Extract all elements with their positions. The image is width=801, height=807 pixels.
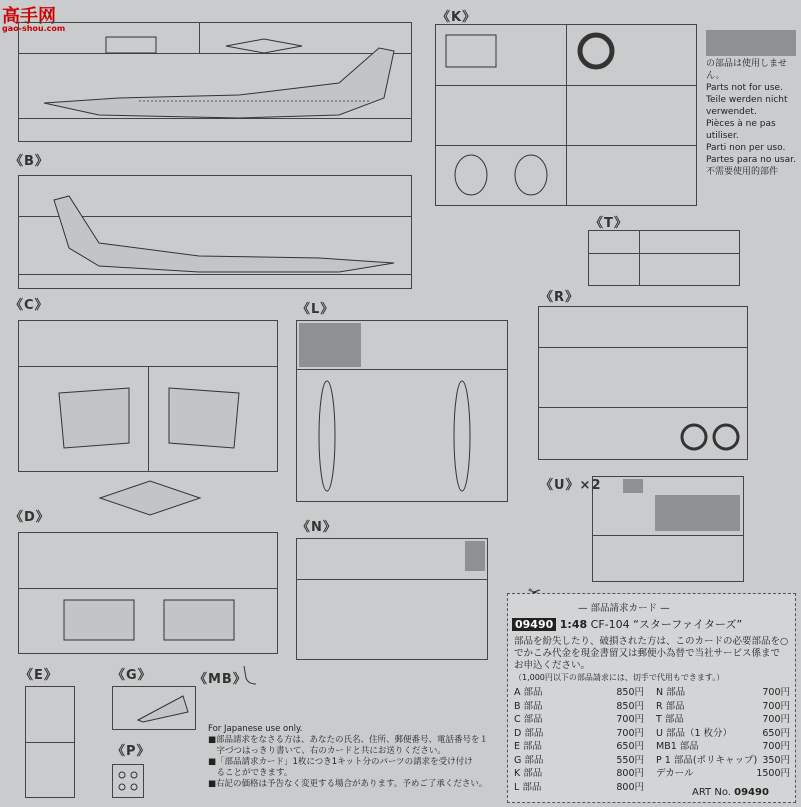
section-label-l: 《L》 [297, 302, 335, 317]
legend-title: の部品は使用しません。 [706, 59, 788, 81]
unused-part-u2 [623, 479, 643, 493]
sprue-k [435, 24, 697, 206]
sprue-c [18, 320, 278, 472]
section-label-n: 《N》 [297, 520, 337, 535]
part-price: 700円 [616, 727, 644, 739]
parts-request-card [507, 593, 796, 803]
part-name: C 部品 [514, 714, 543, 725]
price-row [514, 767, 644, 781]
japan-note-line: ることができます。 [208, 768, 293, 778]
section-label-e: 《E》 [20, 668, 58, 683]
japan-note-line: 字づつはっきり書いて、右のカードと共にお送りください。 [208, 746, 446, 756]
section-label-t: 《T》 [590, 216, 628, 231]
legend-line: Pièces à ne pas utiliser. [706, 119, 776, 141]
kit-name: CF-104 “スターファイターズ” [590, 618, 743, 631]
sprue-g [112, 686, 196, 730]
watermark-url: gao-shou.com [2, 24, 66, 33]
fuel-tank-part [447, 376, 477, 496]
card-desc-line: お申込ください。 [514, 660, 591, 671]
price-row [656, 754, 790, 768]
cockpit-part [442, 31, 502, 71]
polycap-part [115, 767, 141, 795]
legend-line: Partes para no usar. [706, 155, 796, 165]
section-label-r: 《R》 [540, 290, 580, 305]
part-name: R 部品 [656, 700, 685, 712]
price-row [656, 713, 790, 727]
kit-scale: 1:48 [559, 618, 588, 631]
part-name: P 1 部品(ポリキャップ) [656, 754, 758, 766]
card-title: — 部品請求カード — [578, 603, 670, 614]
card-kit-header [512, 616, 742, 632]
legend-line: 不需要使用的部件 [706, 167, 779, 177]
wing-part [59, 595, 139, 645]
part-name: D 部品 [514, 727, 544, 739]
price-row [656, 700, 790, 714]
part-price: 800円 [616, 781, 644, 793]
price-row [514, 781, 644, 795]
card-desc-line: でかこみ代金を現金書留又は郵便小為替で当社サービス係まで [514, 648, 781, 659]
wedge-part [224, 37, 304, 55]
unused-part-l8 [299, 323, 361, 367]
price-list-right [656, 686, 790, 781]
price-row [514, 754, 644, 768]
section-label-k: 《K》 [437, 10, 477, 25]
part-price: 650円 [616, 741, 644, 752]
fuselage-half-part [39, 43, 399, 123]
art-number-value: 09490 [734, 787, 769, 798]
part-name: L 部品 [514, 781, 542, 793]
sprue-r [538, 306, 748, 460]
unused-parts-swatch [706, 30, 796, 56]
art-number-label: ART No. [692, 787, 731, 798]
price-row [514, 727, 644, 741]
watermark-brand: 高手网 [2, 6, 56, 27]
art-number [692, 787, 769, 798]
part-price: 850円 [616, 700, 644, 712]
price-row [514, 713, 644, 727]
section-label-c: 《C》 [10, 298, 49, 313]
small-part [104, 35, 164, 57]
canopy-part [133, 692, 193, 724]
section-label-d: 《D》 [10, 510, 50, 525]
oval-part [451, 153, 491, 198]
sprue-a [18, 22, 412, 142]
ring-part [576, 31, 616, 71]
card-title-text: 部品請求カード [590, 603, 658, 614]
part-price: 700円 [762, 714, 790, 725]
price-row [514, 686, 644, 700]
sprue-l [296, 320, 508, 502]
unused-part-u7 [655, 495, 740, 531]
price-row [656, 740, 790, 754]
part-price: 700円 [762, 741, 790, 752]
part-price: 650円 [762, 727, 790, 739]
part-name: デカール [656, 768, 694, 779]
price-list-left [514, 686, 644, 794]
price-row [656, 686, 790, 700]
part-price: 700円 [616, 714, 644, 725]
fuselage-half-part [39, 188, 399, 278]
stabilizer-part [95, 478, 205, 518]
part-price: 700円 [762, 687, 790, 698]
legend-line: Teile werden nicht verwendet. [706, 95, 788, 117]
wing-part [164, 383, 244, 453]
sprue-b [18, 175, 412, 289]
part-price: 800円 [616, 768, 644, 779]
part-price: 850円 [616, 687, 644, 698]
japan-note-line: ■「部品請求カード」1枚につき1キット分のパーツの請求を受け付け [208, 757, 473, 767]
part-name: MB1 部品 [656, 741, 699, 752]
price-row [656, 767, 790, 781]
part-name: N 部品 [656, 687, 686, 698]
section-label-u: 《U》×2 [540, 478, 602, 493]
sprue-u [592, 476, 744, 582]
wing-part [159, 595, 239, 645]
section-label-p: 《P》 [112, 744, 151, 759]
part-price: 350円 [762, 754, 790, 766]
part-price: 1500円 [756, 768, 790, 779]
legend-line: Parti non per uso. [706, 143, 786, 153]
part-name: A 部品 [514, 687, 543, 698]
sprue-p [112, 764, 144, 798]
wheel-part [711, 422, 741, 452]
oval-part [511, 153, 551, 198]
japan-note-line: ■右記の価格は予告なく変更する場合があります。予めご了承ください。 [208, 779, 488, 789]
part-name: T 部品 [656, 714, 684, 725]
sprue-t [588, 230, 740, 286]
unused-parts-legend [706, 58, 801, 178]
card-desc-line: 部品を紛失したり、破損された方は、このカードの必要部品を○ [514, 636, 789, 647]
part-name: U 部品（1 枚分） [656, 727, 733, 739]
price-row [656, 727, 790, 741]
part-name: B 部品 [514, 700, 543, 712]
wing-part [54, 383, 134, 453]
part-name: E 部品 [514, 741, 543, 752]
wheel-part [679, 422, 709, 452]
mb-part [240, 664, 260, 688]
sprue-n [296, 538, 488, 660]
part-name: K 部品 [514, 768, 543, 779]
part-name: G 部品 [514, 754, 544, 766]
part-price: 700円 [762, 700, 790, 712]
fuel-tank-part [312, 376, 342, 496]
price-row [514, 700, 644, 714]
section-label-mb: 《MB》 [194, 672, 247, 687]
card-desc-line: （1,000円以下の部品請求には、切手で代用もできます。） [514, 673, 725, 682]
card-desc [514, 636, 788, 684]
unused-part-n11 [465, 541, 485, 571]
sprue-e [25, 686, 75, 798]
section-label-g: 《G》 [112, 668, 152, 683]
sprue-d [18, 532, 278, 654]
japan-notes [208, 724, 488, 790]
kit-number-badge: 09490 [512, 618, 556, 631]
section-label-b: 《B》 [10, 154, 49, 169]
price-row [514, 740, 644, 754]
japan-note-line: ■部品請求をなさる方は、あなたの氏名、住所、郵便番号、電話番号を１ [208, 735, 489, 745]
legend-line: Parts not for use. [706, 83, 783, 93]
part-price: 550円 [616, 754, 644, 766]
japan-notes-header: For Japanese use only. [208, 724, 303, 734]
